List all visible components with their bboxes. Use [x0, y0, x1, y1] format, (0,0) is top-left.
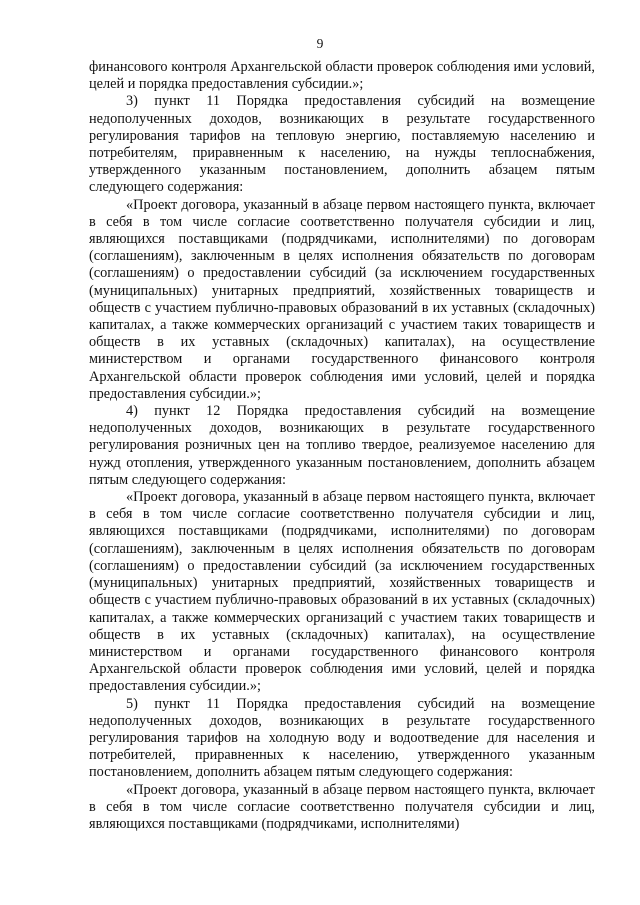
- paragraph-item-5: 5) пункт 11 Порядка предоставления субсидий на возмещение недополученных доходов, возникающих в результате государственного регулирования тарифов на холодную воду и водоотведение для населения и потребителей, приравненных к населению, утвержденного указанным постановлением, дополнить абзацем пятым следующего содержания:: [89, 695, 595, 781]
- paragraph-quote-5: «Проект договора, указанный в абзаце первом настоящего пункта, включает в себя в том числе согласие соответственно получателя субсидии и лиц, являющихся поставщиками (подрядчиками, исполнителями): [89, 781, 595, 832]
- paragraph-quote-4: «Проект договора, указанный в абзаце первом настоящего пункта, включает в себя в том числе согласие соответственно получателя субсидии и лиц, являющихся поставщиками (подрядчиками, исполнителями) по договорам (соглашениям), заключенным в целях исполнения обязательств по договорам (соглашениям) о предоставлении субсидий (за исключением государственных (муниципальных) унитарных предприятий, хозяйственных товариществ и обществ с участием публично-правовых образований в их уставных (складочных) капиталах, а также коммерческих организаций с участием таких товариществ и обществ в их уставных (складочных) капиталах), на осуществление министерством и органами государственного финансового контроля Архангельской области проверок соблюдения ими условий, целей и порядка предоставления субсидии.»;: [89, 489, 595, 695]
- document-body: [89, 59, 595, 833]
- paragraph-item-3: 3) пункт 11 Порядка предоставления субсидий на возмещение недополученных доходов, возникающих в результате государственного регулирования тарифов на тепловую энергию, поставляемую населению и потребителям, приравненным к населению, на нужды теплоснабжения, утвержденного указанным постановлением, дополнить абзацем пятым следующего содержания:: [89, 93, 595, 196]
- paragraph-quote-3: «Проект договора, указанный в абзаце первом настоящего пункта, включает в себя в том числе согласие соответственно получателя субсидии и лиц, являющихся поставщиками (подрядчиками, исполнителями) по договорам (соглашениям), заключенным в целях исполнения обязательств по договорам (соглашениям) о предоставлении субсидий (за исключением государственных (муниципальных) унитарных предприятий, хозяйственных товариществ и обществ с участием публично-правовых образований в их уставных (складочных) капиталах, а также коммерческих организаций с участием таких товариществ и обществ в их уставных (складочных) капиталах), на осуществление министерством и органами государственного финансового контроля Архангельской области проверок соблюдения ими условий, целей и порядка предоставления субсидии.»;: [89, 196, 595, 402]
- paragraph-continuation: финансового контроля Архангельской области проверок соблюдения ими условий, целей и порядка предоставления субсидии.»;: [89, 59, 595, 93]
- paragraph-item-4: 4) пункт 12 Порядка предоставления субсидий на возмещение недополученных доходов, возникающих в результате государственного регулирования розничных цен на топливо твердое, реализуемое населению для нужд отопления, утвержденного указанным постановлением, дополнить абзацем пятым следующего содержания:: [89, 403, 595, 488]
- page-number: 9: [316, 36, 324, 51]
